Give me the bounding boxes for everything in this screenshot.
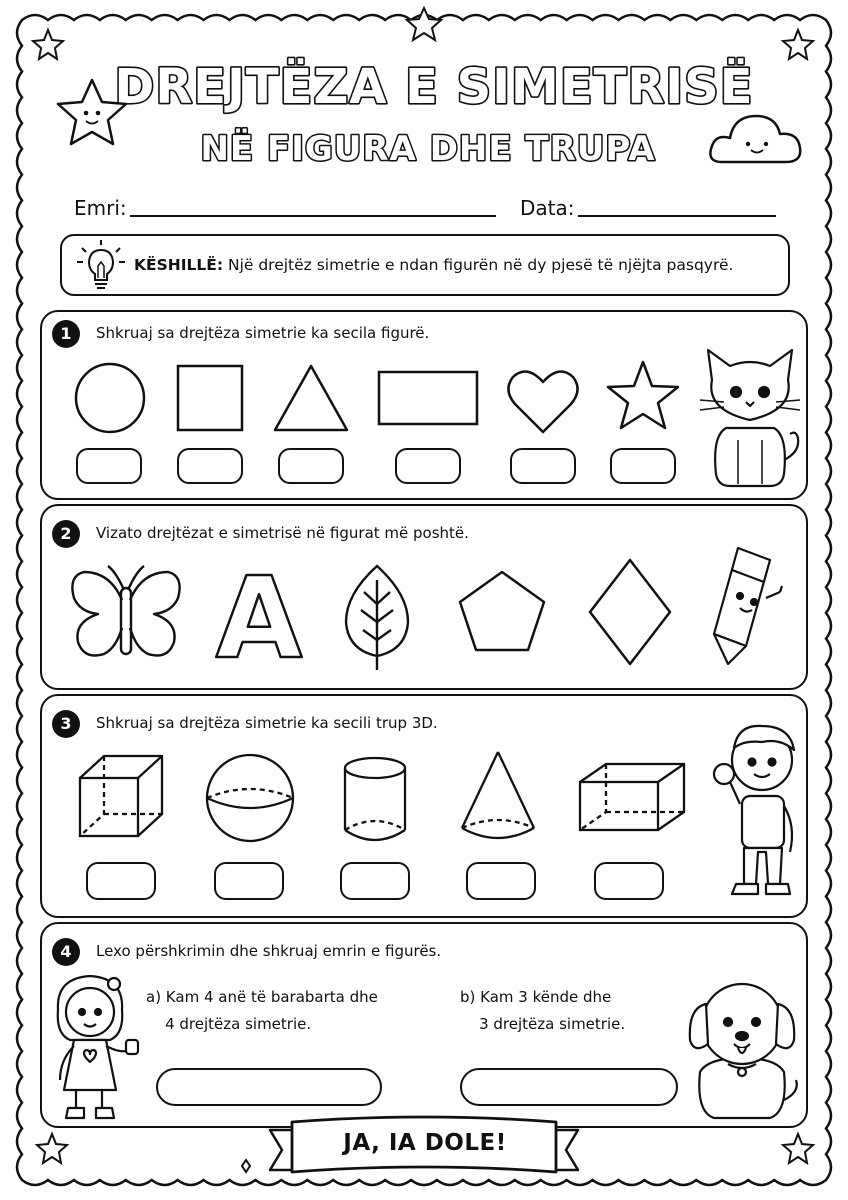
footer-banner-text: JA, IA DOLE! [343, 1130, 507, 1156]
date-label: Data: [520, 196, 575, 220]
section-4-instruction: Lexo përshkrimin dhe shkruaj emrin e figurës. [96, 942, 442, 960]
section-2-instruction: Vizato drejtëzat e simetrisë në figurat më poshtë. [96, 524, 469, 542]
tip-body: Një drejtëz simetrie e ndan figurën në dy pjesë të njëjta pasqyrë. [223, 256, 734, 274]
section-3-instruction: Shkruaj sa drejtëza simetrie ka secili trup 3D. [96, 714, 438, 732]
section-4-number: 4 [52, 938, 80, 966]
tip-label: KËSHILLË: [134, 256, 224, 274]
name-label: Emri: [74, 196, 127, 220]
section-1-number: 1 [52, 320, 80, 348]
section-1-instruction: Shkruaj sa drejtëza simetrie ka secila figurë. [96, 324, 430, 342]
letter-a-icon: A [215, 554, 303, 684]
riddle-a-text: a) Kam 4 anë të barabarta dhe 4 drejtëza simetrie. [146, 988, 378, 1033]
title-line-2: NË FIGURA DHE TRUPA [200, 129, 656, 169]
riddle-b-text: b) Kam 3 kënde dhe 3 drejtëza simetrie. [460, 988, 626, 1033]
section-2-number: 2 [52, 520, 80, 548]
section-3-number: 3 [52, 710, 80, 738]
title-line-1: DREJTËZA E SIMETRISË [114, 59, 754, 115]
